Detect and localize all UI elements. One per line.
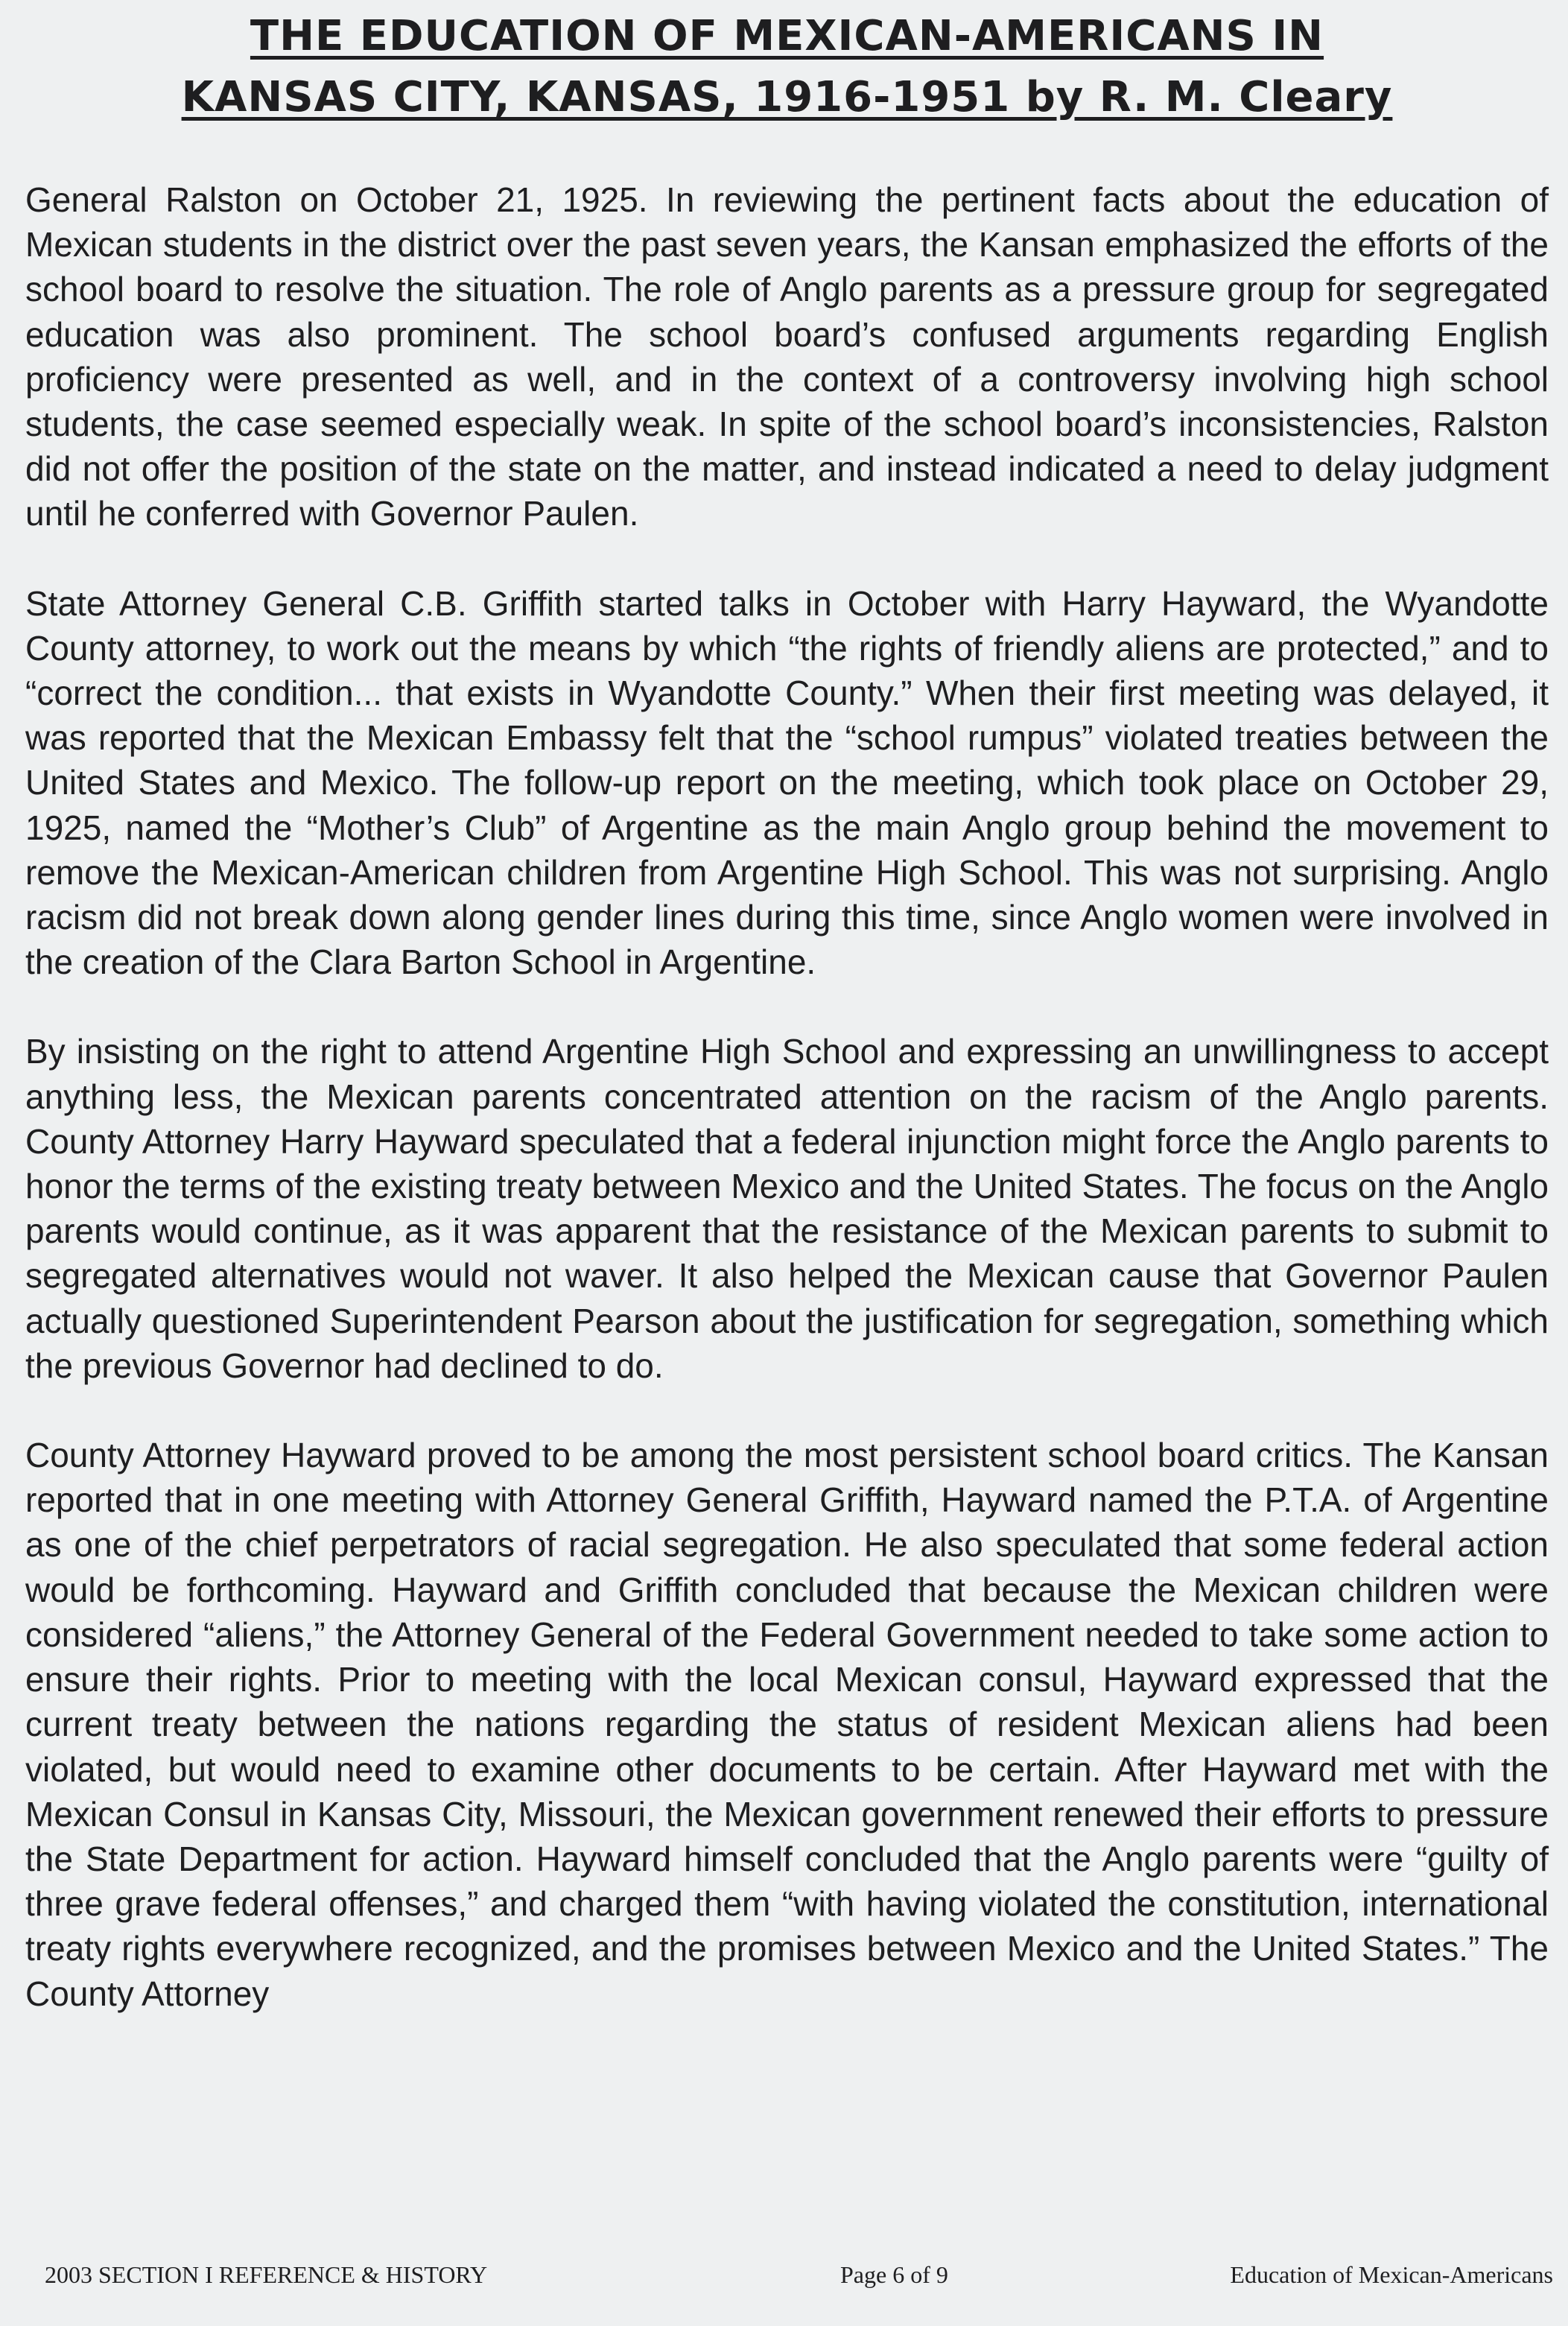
footer-section-label: 2003 SECTION I REFERENCE & HISTORY (45, 2261, 488, 2288)
footer-document-title: Education of Mexican-Americans (1230, 2261, 1553, 2288)
paragraph-4: County Attorney Hayward proved to be among the most persistent school board critics. The Kansan reported that in one meeting with Attorney General Griffith, Hayward named the P.T.A. of Argentine as one of the chief perpetrators of racial segregation. He also speculated that some federal action would be forthcoming. Hayward and Griffith concluded that because the Mexican children were considered “aliens,” the Attorney General of the Federal Government needed to take some action to ensure their rights. Prior to meeting with the local Mexican consul, Hayward expressed that the current treaty between the nations regarding the status of resident Mexican aliens had been violated, but would need to examine other documents to be certain. After Hayward met with the Mexican Consul in Kansas City, Missouri, the Mexican government renewed their efforts to pressure the State Department for action. Hayward himself concluded that the Anglo parents were “guilty of three grave federal offenses,” and charged them “with having violated the constitution, international treaty rights everywhere recognized, and the promises between Mexico and the United States.” The County Attorney (25, 1436, 1549, 2013)
title-line-1: THE EDUCATION OF MEXICAN-AMERICANS IN (250, 12, 1324, 60)
footer-page-number: Page 6 of 9 (840, 2261, 948, 2288)
title-line-2: KANSAS CITY, KANSAS, 1916-1951 by R. M. Cleary (181, 73, 1393, 121)
paragraph-3: By insisting on the right to attend Argentine High School and expressing an unwillingness to accept anything less, the Mexican parents concentrated attention on the racism of the Anglo parents. County Attorney Harry Hayward speculated that a federal injunction might force the Anglo parents to honor the terms of the existing treaty between Mexico and the United States. The focus on the Anglo parents would continue, as it was apparent that the resistance of the Mexican parents to submit to segregated alternatives would not waver. It also helped the Mexican cause that Governor Paulen actually questioned Superintendent Pearson about the justification for segregation, something which the previous Governor had declined to do. (25, 1032, 1549, 1385)
page-title (25, 0, 1549, 128)
paragraph-1: General Ralston on October 21, 1925. In reviewing the pertinent facts about the education of Mexican students in the district over the past seven years, the Kansan emphasized the efforts of the school board to resolve the situation. The role of Anglo parents as a pressure group for segregated education was also prominent. The school board’s confused arguments regarding English proficiency were presented as well, and in the context of a controversy involving high school students, the case seemed especially weak. In spite of the school board’s inconsistencies, Ralston did not offer the position of the state on the matter, and instead indicated a need to delay judgment until he conferred with Governor Paulen. (25, 180, 1549, 533)
body-text (25, 177, 1549, 2061)
paragraph-2: State Attorney General C.B. Griffith started talks in October with Harry Hayward, the Wyandotte County attorney, to work out the means by which “the rights of friendly aliens are protected,” and to “correct the condition... that exists in Wyandotte County.” When their first meeting was delayed, it was reported that the Mexican Embassy felt that the “school rumpus” violated treaties between the United States and Mexico. The follow-up report on the meeting, which took place on October 29, 1925, named the “Mother’s Club” of Argentine as the main Anglo group behind the movement to remove the Mexican-American children from Argentine High School. This was not surprising. Anglo racism did not break down along gender lines during this time, since Anglo women were involved in the creation of the Clara Barton School in Argentine. (25, 583, 1549, 982)
page-footer (45, 2257, 1553, 2292)
